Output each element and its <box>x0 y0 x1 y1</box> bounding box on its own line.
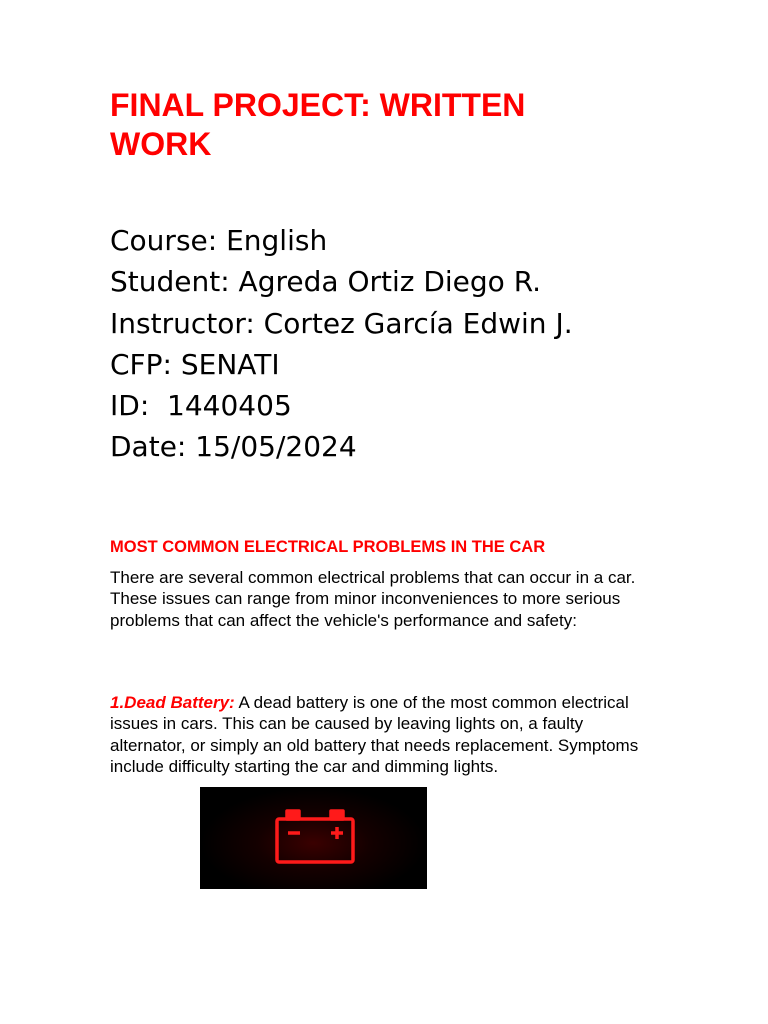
cfp-line: CFP: SENATI <box>110 347 280 381</box>
id-line: ID: 1440405 <box>110 389 292 423</box>
battery-terminal-left <box>287 811 299 819</box>
section-heading: MOST COMMON ELECTRICAL PROBLEMS IN THE CAR <box>110 538 546 556</box>
battery-warning-icon <box>200 787 427 889</box>
student-line: Student: Agreda Ortiz Diego R. <box>110 265 542 299</box>
item-text: A dead battery is one of the most common electrical issues in cars. This can be caused by leaving lights on, a faulty alternator, or simply an old battery that needs replacement. Symptoms include difficulty starting the car and dimming lights. <box>110 693 639 776</box>
item-label: 1.Dead Battery: <box>110 693 235 712</box>
list-item <box>110 692 655 777</box>
battery-terminal-right <box>331 811 343 819</box>
battery-body <box>277 819 353 862</box>
battery-warning-image <box>200 787 427 889</box>
student-info-block <box>110 220 670 468</box>
intro-paragraph: There are several common electrical problems that can occur in a car. These issues can range from minor inconveniences to more serious problems that can affect the vehicle's performance and safety: <box>110 568 636 630</box>
document-title: FINAL PROJECT: WRITTEN WORK <box>110 87 526 162</box>
course-line: Course: English <box>110 224 328 257</box>
date-line: Date: 15/05/2024 <box>110 430 357 464</box>
instructor-line: Instructor: Cortez García Edwin J. <box>110 306 573 340</box>
